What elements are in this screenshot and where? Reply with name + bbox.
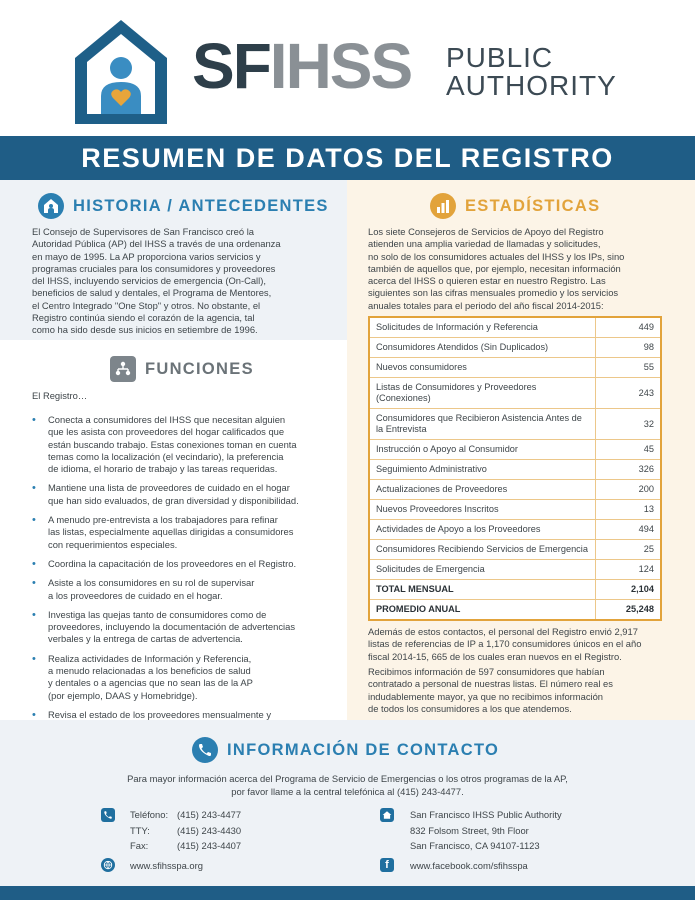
fax-label: Fax: [130, 840, 149, 851]
tel-value[interactable]: (415) 243-4477 [177, 809, 242, 820]
phone-icon [192, 737, 218, 763]
list-item: • A menudo pre-entrevista a los trabajadores para refinar las listas, especialmente aquellas dirigidas a consumidores con requerimientos especiales. [32, 514, 332, 551]
org-chart-icon [110, 356, 136, 382]
brand-wordmark: SFIHSS [192, 30, 412, 102]
contact-intro-1: Para mayor información acerca del Programa de Servicio de Emergencias o los otros programas de la AP, [127, 773, 568, 784]
table-row [369, 560, 661, 580]
table-cell-value: 200 [595, 480, 661, 500]
table-cell-value: 25,248 [595, 600, 661, 621]
table-row [369, 460, 661, 480]
table-row [369, 440, 661, 460]
list-item: • Investiga las quejas tanto de consumidores como de proveedores, incluyendo la documentación de advertencias verbales y la entrega de cartas de advertencia. [32, 609, 332, 646]
table-row [369, 338, 661, 358]
table-cell-value: 2,104 [595, 580, 661, 600]
table-cell-label: Actividades de Apoyo a los Proveedores [369, 520, 595, 540]
contact-intro-2: por favor llame a la central telefónica al (415) 243-4477. [231, 786, 464, 797]
address-line-1: San Francisco IHSS Public Authority [410, 809, 562, 820]
table-cell-value: 32 [595, 409, 661, 440]
title-banner [0, 136, 695, 180]
estadisticas-paragraph-2: Recibimos información de 597 consumidores que habían contratado a personal de nuestras listas. El número real es indudablemente mayor, ya que no recibimos información de todos los consumidores a los que atendemos. [368, 666, 613, 714]
table-cell-value: 98 [595, 338, 661, 358]
table-row [369, 409, 661, 440]
table-cell-label: Listas de Consumidores y Proveedores (Conexiones) [369, 378, 595, 409]
address-line-2: 832 Folsom Street, 9th Floor [410, 825, 529, 836]
estadisticas-intro: Los siete Consejeros de Servicios de Apoyo del Registro atienden una amplia variedad de llamadas y solicitudes, no solo de los consumidores actuales del IHSS y los IPs, sino también de aquellos que, por ejemplo, necesitan información acerca del IHSS o quieren estar en nuestro Registro. Las siguientes son las cifras mensuales promedio y los servicios anuales totales para el periodo del año fiscal 2014-2015: [368, 226, 625, 311]
table-cell-label: Nuevos Proveedores Inscritos [369, 500, 595, 520]
brand-public-authority: PUBLIC AUTHORITY [446, 42, 617, 101]
table-cell-value: 124 [595, 560, 661, 580]
historia-text: El Consejo de Supervisores de San Francisco creó la Autoridad Pública (AP) del IHSS a través de una ordenanza en mayo de 1995. La AP proporciona varios servicios y programas cruciales para los consumidores y proveedores del IHSS, incluyendo servicios de emergencia (On-Call), beneficios de salud y dentales, el Programa de Mentores, el Centro Integrado "One Stop" y otros. No obstante, el Registro continúa siendo el corazón de la agencia, tal como ha sido desde sus inicios en setiembre de 1996. [32, 226, 281, 336]
list-item: • Mantiene una lista de proveedores de cuidado en el hogar que han sido evaluados, de gran diversidad y disponibilidad. [32, 482, 332, 507]
table-cell-label: Instrucción o Apoyo al Consumidor [369, 440, 595, 460]
website-link[interactable]: www.sfihsspa.org [130, 860, 203, 871]
table-cell-value: 55 [595, 358, 661, 378]
table-row [369, 480, 661, 500]
table-cell-label: Solicitudes de Información y Referencia [369, 317, 595, 338]
list-item: • Conecta a consumidores del IHSS que necesitan alguien que les asista con proveedores del hogar calificados que están buscando trabajo. Estas conexiones toman en cuenta temas como la localización (el vecindario), la preferencia de idioma, el horario de trabajo y las tareas requeridas. [32, 414, 332, 475]
stats-table [368, 316, 662, 621]
table-cell-value: 13 [595, 500, 661, 520]
table-row [369, 378, 661, 409]
table-cell-label: Nuevos consumidores [369, 358, 595, 378]
facebook-link[interactable]: www.facebook.com/sfihsspa [410, 860, 528, 871]
table-cell-label: Actualizaciones de Proveedores [369, 480, 595, 500]
table-cell-value: 326 [595, 460, 661, 480]
table-cell-value: 494 [595, 520, 661, 540]
footer-bar [0, 886, 695, 900]
annual-row [369, 600, 661, 621]
table-cell-label: Consumidores Recibiendo Servicios de Emergencia [369, 540, 595, 560]
table-cell-label: Consumidores que Recibieron Asistencia Antes de la Entrevista [369, 409, 595, 440]
table-cell-label: Seguimiento Administrativo [369, 460, 595, 480]
globe-icon [101, 858, 115, 872]
list-item: • Asiste a los consumidores en su rol de supervisar a los proveedores de cuidado en el hogar. [32, 577, 332, 602]
table-cell-label: Consumidores Atendidos (Sin Duplicados) [369, 338, 595, 358]
estadisticas-heading: ESTADÍSTICAS [430, 193, 600, 219]
table-row [369, 500, 661, 520]
table-cell-label: TOTAL MENSUAL [369, 580, 595, 600]
list-item: • Realiza actividades de Información y Referencia, a menudo relacionadas a los beneficios de salud y dentales o a agencias que no sean las de la AP (por ejemplo, DAAS y Homebridge). [32, 653, 332, 702]
tel-label: Teléfono: [130, 809, 169, 820]
list-item: • Revisa el estado de los proveedores mensualmente y [32, 709, 332, 734]
phone-small-icon [101, 808, 115, 822]
bar-chart-icon [430, 193, 456, 219]
page-title: RESUMEN DE DATOS DEL REGISTRO [81, 143, 614, 173]
tty-label: TTY: [130, 825, 150, 836]
table-cell-value: 243 [595, 378, 661, 409]
table-cell-label: Solicitudes de Emergencia [369, 560, 595, 580]
table-row [369, 520, 661, 540]
contact-heading: INFORMACIÓN DE CONTACTO [192, 737, 499, 763]
table-row [369, 317, 661, 338]
table-cell-label: PROMEDIO ANUAL [369, 600, 595, 621]
estadisticas-paragraph-1: Además de estos contactos, el personal del Registro envió 2,917 listas de referencias de IP a 1,170 consumidores únicos en el año fiscal 2014-15, 665 de los cuales eran nuevos en el Registro. [368, 626, 642, 662]
table-row [369, 540, 661, 560]
house-icon [38, 193, 64, 219]
home-icon [380, 808, 394, 822]
funciones-list [32, 414, 332, 741]
table-row [369, 358, 661, 378]
table-cell-value: 45 [595, 440, 661, 460]
funciones-intro: El Registro… [32, 390, 88, 401]
page-header [0, 0, 695, 136]
total-row [369, 580, 661, 600]
fax-value: (415) 243-4407 [177, 840, 242, 851]
house-logo-icon [73, 18, 169, 126]
table-cell-value: 25 [595, 540, 661, 560]
list-item: • Coordina la capacitación de los proveedores en el Registro. [32, 558, 332, 570]
facebook-icon: f [380, 858, 394, 872]
table-cell-value: 449 [595, 317, 661, 338]
historia-heading: HISTORIA / ANTECEDENTES [38, 193, 329, 219]
address-line-3: San Francisco, CA 94107-1123 [410, 840, 540, 851]
funciones-heading: FUNCIONES [110, 356, 254, 382]
tty-value[interactable]: (415) 243-4430 [177, 825, 242, 836]
